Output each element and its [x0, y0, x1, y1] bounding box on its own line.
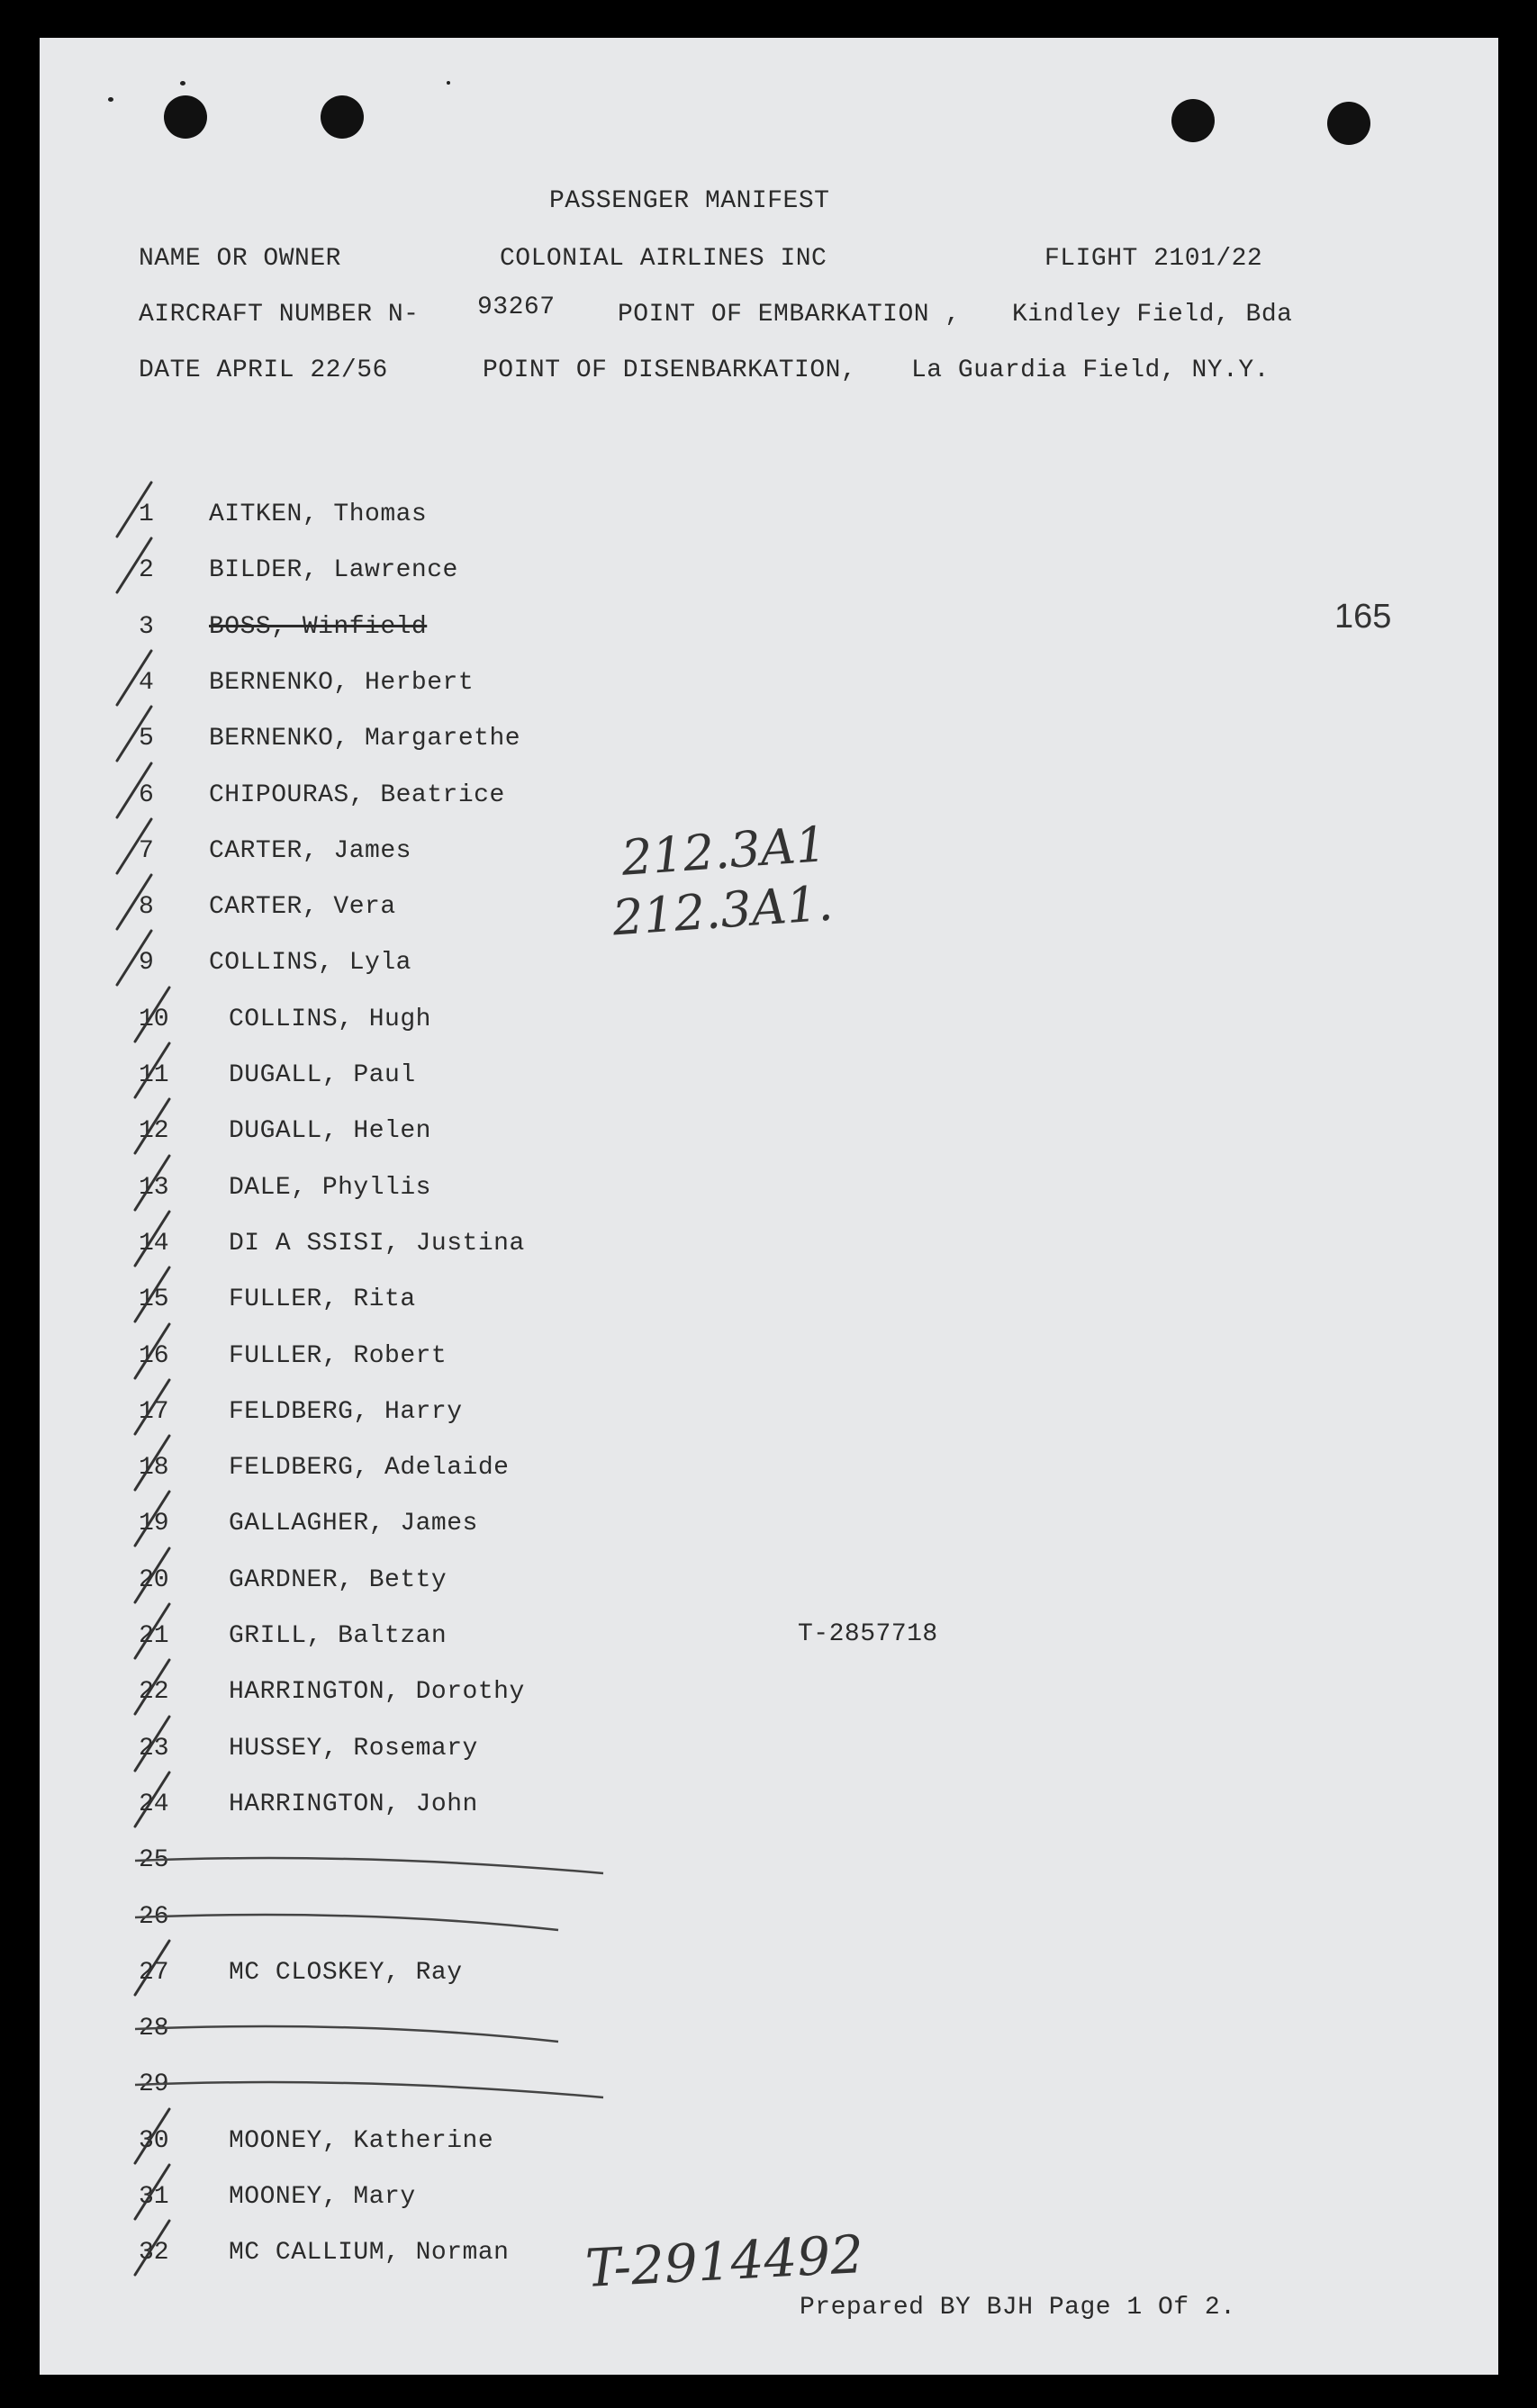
passenger-number: 7	[139, 837, 154, 865]
embarkation-value: Kindley Field, Bda	[1012, 301, 1293, 329]
passenger-name: BILDER, Lawrence	[209, 556, 458, 584]
punch-hole	[1327, 102, 1370, 145]
passenger-number: 6	[139, 781, 154, 809]
passenger-number: 5	[139, 725, 154, 753]
punch-hole	[164, 95, 207, 139]
passenger-number: 30	[139, 2127, 169, 2155]
passenger-name: HARRINGTON, Dorothy	[229, 1678, 525, 1706]
embarkation-label: POINT OF EMBARKATION ,	[618, 301, 961, 329]
passenger-name: HUSSEY, Rosemary	[229, 1735, 478, 1763]
passenger-number: 24	[139, 1790, 169, 1818]
owner-value: COLONIAL AIRLINES INC	[500, 245, 827, 273]
passenger-name: BOSS, Winfield	[209, 613, 428, 641]
passenger-name: BERNENKO, Margarethe	[209, 725, 521, 753]
passenger-name: CARTER, James	[209, 837, 411, 865]
passenger-name: DALE, Phyllis	[229, 1174, 431, 1202]
passenger-number: 17	[139, 1398, 169, 1426]
passenger-number: 2	[139, 556, 154, 584]
flight-number: FLIGHT 2101/22	[1044, 245, 1263, 273]
ink-speck	[180, 81, 185, 86]
passenger-number: 12	[139, 1117, 169, 1145]
passenger-number: 27	[139, 1959, 169, 1987]
disembarkation-label: POINT OF DISENBARKATION,	[483, 356, 857, 384]
passenger-number: 22	[139, 1678, 169, 1706]
manifest-title: PASSENGER MANIFEST	[549, 187, 830, 215]
passenger-name: AITKEN, Thomas	[209, 501, 428, 528]
manifest-page	[40, 38, 1498, 2375]
passenger-name: FULLER, Robert	[229, 1342, 448, 1370]
passenger-number: 3	[139, 613, 154, 641]
passenger-number: 19	[139, 1510, 169, 1538]
passenger-name: HARRINGTON, John	[229, 1790, 478, 1818]
punch-hole	[321, 95, 364, 139]
passenger-name: DI A SSISI, Justina	[229, 1230, 525, 1258]
passenger-name: FELDBERG, Adelaide	[229, 1454, 510, 1482]
passenger-name: MOONEY, Mary	[229, 2183, 416, 2211]
passenger-number: 20	[139, 1566, 169, 1594]
passenger-name: COLLINS, Hugh	[229, 1006, 431, 1033]
passenger-number: 10	[139, 1006, 169, 1033]
aircraft-label: AIRCRAFT NUMBER N-	[139, 301, 420, 329]
owner-label: NAME OR OWNER	[139, 245, 341, 273]
passenger-number: 14	[139, 1230, 169, 1258]
passenger-number: 26	[139, 1903, 169, 1931]
handwritten-code: 212.3A1.	[610, 874, 836, 947]
ink-speck	[447, 81, 450, 85]
passenger-number: 16	[139, 1342, 169, 1370]
page-stamp: 165	[1334, 598, 1392, 636]
passenger-number: 8	[139, 893, 154, 921]
passenger-number: 11	[139, 1061, 169, 1089]
aircraft-number: 93267	[477, 293, 556, 321]
passenger-number: 32	[139, 2239, 169, 2267]
passenger-number: 28	[139, 2015, 169, 2043]
passenger-number: 4	[139, 669, 154, 697]
handwritten-ticket-number: T-2914492	[583, 2223, 865, 2300]
passenger-name: COLLINS, Lyla	[209, 949, 411, 977]
prepared-by-footer: Prepared BY BJH Page 1 Of 2.	[800, 2294, 1236, 2322]
passenger-name: BERNENKO, Herbert	[209, 669, 475, 697]
passenger-number: 18	[139, 1454, 169, 1482]
disembarkation-value: La Guardia Field, NY.Y.	[911, 356, 1270, 384]
passenger-number: 21	[139, 1622, 169, 1650]
passenger-number: 25	[139, 1846, 169, 1874]
passenger-number: 1	[139, 501, 154, 528]
passenger-name: CARTER, Vera	[209, 893, 396, 921]
date: DATE APRIL 22/56	[139, 356, 388, 384]
passenger-name: DUGALL, Helen	[229, 1117, 431, 1145]
ticket-number: T-2857718	[798, 1620, 938, 1648]
passenger-name: GARDNER, Betty	[229, 1566, 448, 1594]
passenger-name: CHIPOURAS, Beatrice	[209, 781, 505, 809]
handwritten-code: 212.3A1	[619, 816, 828, 887]
passenger-name: MC CALLIUM, Norman	[229, 2239, 510, 2267]
passenger-name: DUGALL, Paul	[229, 1061, 416, 1089]
punch-hole	[1171, 99, 1215, 142]
passenger-name: GRILL, Baltzan	[229, 1622, 448, 1650]
ink-speck	[108, 97, 113, 102]
passenger-name: FELDBERG, Harry	[229, 1398, 463, 1426]
passenger-name: GALLAGHER, James	[229, 1510, 478, 1538]
passenger-name: MC CLOSKEY, Ray	[229, 1959, 463, 1987]
passenger-number: 15	[139, 1285, 169, 1313]
passenger-name: MOONEY, Katherine	[229, 2127, 494, 2155]
passenger-number: 31	[139, 2183, 169, 2211]
passenger-number: 29	[139, 2070, 169, 2098]
passenger-number: 23	[139, 1735, 169, 1763]
passenger-number: 13	[139, 1174, 169, 1202]
passenger-number: 9	[139, 949, 154, 977]
passenger-name: FULLER, Rita	[229, 1285, 416, 1313]
